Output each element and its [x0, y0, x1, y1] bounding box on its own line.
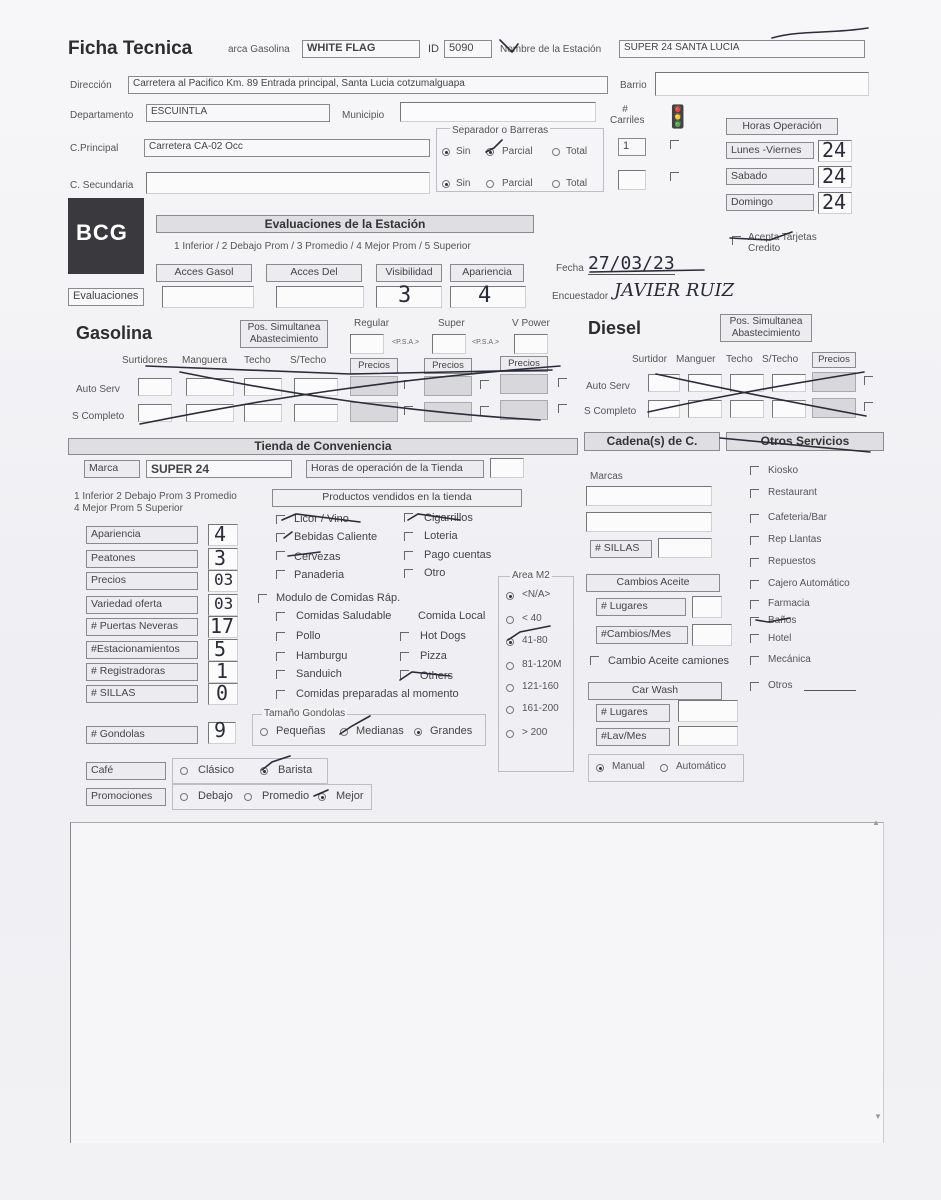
gas-precios-regular: Precios — [350, 358, 398, 374]
rating-variedad-value: 03 — [214, 594, 234, 613]
area-title: Area M2 — [512, 570, 550, 581]
mejor-mark — [314, 790, 328, 796]
fuel-vpower-label: V Power — [512, 318, 550, 329]
rating-sillas-label: # SILLAS — [86, 685, 198, 703]
bebidas-mark — [284, 532, 292, 538]
separador-title: Separador o Barreras — [452, 125, 549, 136]
apariencia-header: Apariencia — [450, 264, 524, 282]
repuestos-label: Repuestos — [768, 556, 816, 567]
mecanica-label: Mecánica — [768, 654, 811, 665]
sep2-parcial-label: Parcial — [502, 178, 533, 189]
wash-automatico-label: Automático — [676, 761, 727, 772]
pollo-label: Pollo — [296, 630, 321, 642]
restaurant-label: Restaurant — [768, 487, 817, 498]
rating-peatones-value: 3 — [214, 546, 227, 570]
horas-tienda-label: Horas de operación de la Tienda — [306, 460, 484, 478]
promociones-label: Promociones — [86, 788, 166, 806]
strike-acepta — [730, 232, 792, 240]
fuel-regular-label: Regular — [354, 318, 390, 329]
sep1-total-label: Total — [566, 146, 588, 157]
area-40-label: < 40 — [522, 613, 542, 624]
rating-neveras-value: 17 — [210, 614, 235, 638]
direccion-field[interactable]: Carretera al Pacifico Km. 89 Entrada principal, Santa Lucia cotzumalguapa — [128, 76, 608, 94]
horas-operacion-title: Horas Operación — [726, 118, 838, 135]
bebidas-label: Bebidas Caliente — [294, 531, 378, 543]
cafeteria-label: Cafeteria/Bar — [768, 512, 827, 523]
area-161-200-label: 161-200 — [522, 703, 559, 714]
cigarrillos-label: Cigarrillos — [424, 512, 473, 524]
productos-title: Productos vendidos en la tienda — [272, 489, 522, 507]
form-title: Ficha Tecnica — [68, 38, 193, 59]
rating-sillas-value: 0 — [216, 681, 229, 705]
c-secundaria-label: C. Secundaria — [70, 180, 134, 191]
rating-registradoras-value: 1 — [216, 659, 229, 683]
traffic-light-icon: 🚦 — [664, 104, 692, 129]
domingo-value: 24 — [822, 190, 847, 214]
evaluaciones-row-label: Evaluaciones — [68, 288, 144, 306]
rep-llantas-label: Rep Llantas — [768, 534, 822, 545]
gas-pos-simultanea-label: Pos. Simultanea Abastecimiento — [240, 320, 328, 348]
gas-precios-vpower: Precios — [500, 356, 548, 372]
barrio-label: Barrio — [620, 80, 647, 91]
carriles-field-1[interactable]: 1 — [618, 138, 646, 156]
area-81-120-label: 81-120M — [522, 659, 562, 670]
hotel-label: Hotel — [768, 633, 792, 644]
rating-estacionamientos-label: #Estacionamientos — [86, 641, 198, 659]
comidas-preparadas-label: Comidas preparadas al momento — [296, 688, 459, 700]
pen-stroke-top — [772, 28, 868, 38]
nombre-estacion-label: Nombre de la Estación — [500, 44, 602, 55]
acces-gasol-header: Acces Gasol — [156, 264, 252, 282]
visibilidad-value: 3 — [398, 283, 412, 308]
encuestador-value[interactable]: JAVIER RUIZ — [614, 280, 735, 301]
departamento-label: Departamento — [70, 110, 134, 121]
sabado-label: Sabado — [726, 168, 814, 185]
c-principal-label: C.Principal — [70, 143, 119, 154]
rating-variedad-label: Variedad oferta — [86, 596, 198, 614]
promo-promedio-label: Promedio — [262, 790, 310, 802]
encuestador-label: Encuestador — [552, 291, 609, 302]
scroll-down-icon[interactable]: ▼ — [874, 1112, 882, 1121]
direccion-label: Dirección — [70, 80, 112, 91]
id-label: ID — [428, 43, 439, 55]
rating-apariencia-label: Apariencia — [86, 526, 198, 544]
comida-local-label: Comida Local — [418, 610, 486, 622]
lunes-viernes-value: 24 — [822, 138, 847, 162]
comidas-saludable-label: Comidas Saludable — [296, 610, 392, 622]
sep2-sin-label: Sin — [456, 178, 471, 189]
diesel-title: Diesel — [588, 318, 642, 338]
tienda-marca-label: Marca — [84, 460, 140, 478]
cadena-sillas-label: # SILLAS — [590, 540, 652, 558]
rating-estacionamientos-value: 5 — [214, 637, 227, 661]
tamano-gondolas-label: Tamaño Gondolas — [264, 708, 346, 719]
hamburgu-label: Hamburgu — [296, 650, 348, 662]
marca-gasolina-field[interactable]: WHITE FLAG — [302, 40, 420, 58]
checkmark-parcial — [486, 140, 502, 152]
visibilidad-header: Visibilidad — [376, 264, 442, 282]
modulo-comidas-label: Modulo de Comidas Ráp. — [276, 592, 401, 604]
id-field[interactable]: 5090 — [444, 40, 492, 58]
otros-servicios-title: Otros Servicios — [726, 432, 884, 451]
gas-cross-2 — [180, 372, 540, 420]
car-wash-title: Car Wash — [588, 682, 722, 700]
gas-col-surtidores: Surtidores — [122, 355, 168, 366]
cajero-label: Cajero Automático — [768, 578, 850, 589]
cigarrillos-mark — [408, 514, 460, 520]
nombre-estacion-field[interactable]: SUPER 24 SANTA LUCIA — [619, 40, 865, 58]
sep1-sin-label: Sin — [456, 146, 471, 157]
acces-del-header: Acces Del — [266, 264, 362, 282]
kiosko-label: Kiosko — [768, 465, 799, 476]
rating-neveras-label: # Puertas Neveras — [86, 618, 198, 636]
aceite-camiones-label: Cambio Aceite camiones — [608, 655, 730, 667]
tienda-scale-2: 4 Mejor Prom 5 Superior — [74, 503, 183, 514]
area-mark — [508, 626, 550, 640]
domingo-label: Domingo — [726, 194, 814, 211]
medianas-mark — [340, 716, 370, 734]
fecha-value[interactable]: 27/03/23 — [588, 253, 675, 274]
diesel-auto-serv-label: Auto Serv — [586, 381, 630, 392]
loteria-label: Loteria — [424, 530, 458, 542]
diesel-col-stecho: S/Techo — [762, 354, 799, 365]
cervezas-mark — [288, 552, 320, 556]
marca-gasolina-label: arca Gasolina — [228, 44, 290, 55]
tienda-title: Tienda de Conveniencia — [68, 438, 578, 455]
cadena-marcas-label: Marcas — [590, 471, 623, 482]
diesel-s-completo-label: S Completo — [584, 406, 637, 417]
carwash-lugares-label: # Lugares — [596, 704, 670, 722]
banos-label: Baños — [768, 615, 797, 626]
diesel-col-precios: Precios — [812, 352, 856, 368]
sabado-value: 24 — [822, 164, 847, 188]
gas-row-line — [146, 366, 552, 374]
psa-super: <P.S.A.> — [472, 339, 500, 346]
rating-registradoras-label: # Registradoras — [86, 663, 198, 681]
gas-col-techo: Techo — [244, 355, 271, 366]
otro-producto-label: Otro — [424, 567, 446, 579]
rating-precios-value: 03 — [214, 570, 234, 589]
rating-peatones-label: Peatones — [86, 550, 198, 568]
rating-precios-label: Precios — [86, 572, 198, 590]
area-na-label: <N/A> — [522, 589, 551, 600]
pizza-label: Pizza — [420, 650, 447, 662]
gondola-grandes-label: Grandes — [430, 725, 473, 737]
barista-mark — [262, 756, 290, 770]
promo-mejor-label: Mejor — [336, 790, 364, 802]
area-200-label: > 200 — [522, 727, 548, 738]
evaluaciones-title: Evaluaciones de la Estación — [156, 215, 534, 233]
diesel-pos-simultanea-label: Pos. Simultanea Abastecimiento — [720, 314, 812, 342]
cervezas-label: Cervezas — [294, 551, 341, 563]
licor-mark — [282, 514, 360, 522]
promo-debajo-label: Debajo — [198, 790, 233, 802]
cadena-title: Cadena(s) de C. — [584, 432, 720, 451]
gondolas-value: 9 — [214, 718, 227, 742]
others-label: Others — [420, 670, 454, 682]
checkmark-nombre — [500, 40, 518, 52]
diesel-col-manguer: Manguer — [676, 354, 716, 365]
rating-apariencia-value: 4 — [214, 522, 227, 546]
otros-label: Otros — [768, 680, 793, 691]
otros-strike — [720, 438, 870, 452]
departamento-field[interactable]: ESCUINTLA — [146, 104, 330, 122]
area-41-80-label: 41-80 — [522, 635, 548, 646]
panaderia-label: Panaderia — [294, 569, 345, 581]
banos-mark — [756, 618, 790, 622]
diesel-col-surtidor: Surtidor — [632, 354, 668, 365]
c-principal-field[interactable]: Carretera CA-02 Occ — [144, 139, 430, 157]
municipio-label: Municipio — [342, 110, 385, 121]
evaluaciones-scale: 1 Inferior / 2 Debajo Prom / 3 Promedio / 4 Mejor Prom / 5 Superior — [174, 241, 471, 252]
carriles-label: # Carriles — [610, 104, 645, 126]
cafe-barista-label: Barista — [278, 764, 313, 776]
pago-cuentas-label: Pago cuentas — [424, 549, 492, 561]
diesel-cross-2 — [656, 374, 866, 416]
lunes-viernes-label: Lunes -Viernes — [726, 142, 814, 159]
apariencia-value: 4 — [478, 283, 492, 308]
gondola-medianas-label: Medianas — [356, 725, 404, 737]
others-mark — [400, 672, 450, 680]
sep2-total-label: Total — [566, 178, 588, 189]
gas-precios-super: Precios — [424, 358, 472, 374]
gasolina-title: Gasolina — [76, 323, 153, 343]
cafe-clasico-label: Clásico — [198, 764, 235, 776]
cambios-mes-label: #Cambios/Mes — [596, 626, 688, 644]
area-121-160-label: 121-160 — [522, 681, 559, 692]
gas-s-completo-label: S Completo — [72, 411, 125, 422]
diesel-cross-1 — [648, 372, 864, 412]
hot-dogs-label: Hot Dogs — [420, 630, 466, 642]
aceite-lugares-label: # Lugares — [596, 598, 686, 616]
cambios-aceite-title: Cambios Aceite — [586, 574, 720, 592]
wash-manual-label: Manual — [612, 761, 645, 772]
fecha-label: Fecha — [556, 263, 584, 274]
gas-col-manguera: Manguera — [182, 355, 228, 366]
lav-mes-label: #Lav/Mes — [596, 728, 670, 746]
psa-regular: <P.S.A.> — [392, 339, 420, 346]
bcg-logo-text: BCG — [76, 220, 128, 245]
gas-auto-serv-label: Auto Serv — [76, 384, 120, 395]
sep1-parcial-label: Parcial — [502, 146, 533, 157]
fuel-super-label: Super — [438, 318, 465, 329]
farmacia-label: Farmacia — [768, 598, 810, 609]
tienda-scale-1: 1 Inferior 2 Debajo Prom 3 Promedio — [74, 491, 237, 502]
scroll-up-icon[interactable]: ▲ — [872, 818, 880, 827]
acepta-tarjetas-label: Acepta Tarjetas Credito — [748, 232, 817, 254]
licor-label: Licor / Vino — [294, 513, 349, 525]
cafe-label: Café — [86, 762, 166, 780]
gas-col-stecho: S/Techo — [290, 355, 327, 366]
tienda-marca-field[interactable]: SUPER 24 — [146, 460, 292, 478]
gondola-pequenas-label: Pequeñas — [276, 725, 326, 737]
fecha-underline — [590, 270, 704, 272]
diesel-col-techo: Techo — [726, 354, 753, 365]
gondolas-label: # Gondolas — [86, 726, 198, 744]
sanduich-label: Sanduich — [296, 668, 342, 680]
